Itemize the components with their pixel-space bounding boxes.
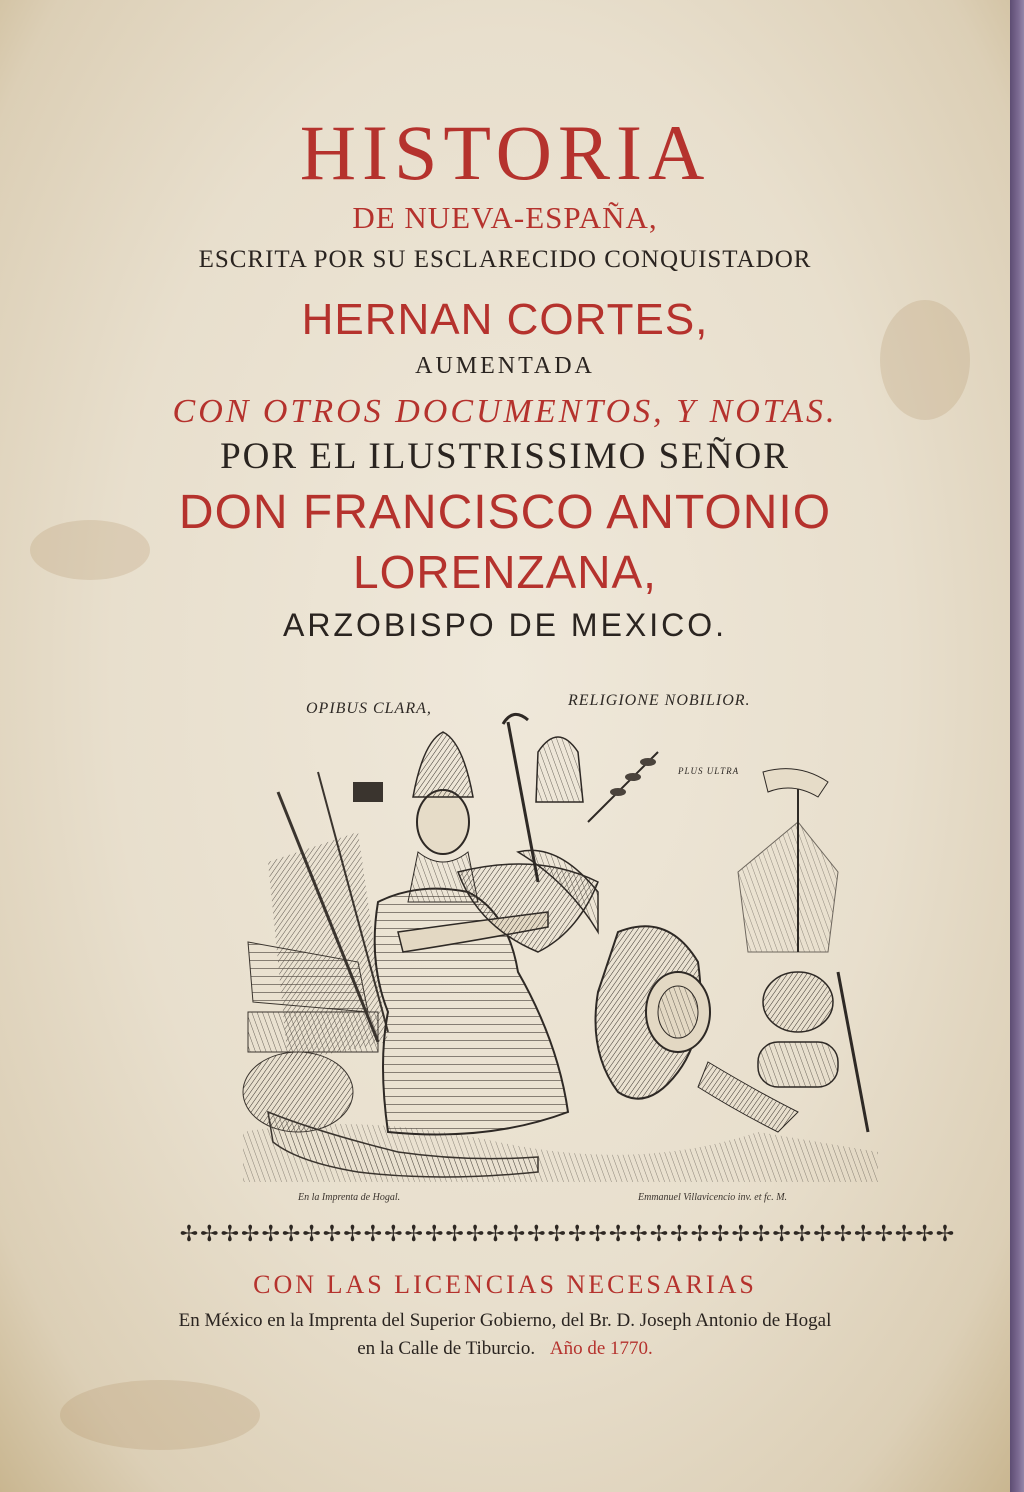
editor-title: ARZOBISPO DE MEXICO. xyxy=(282,607,728,643)
credit-engraver: Emmanuel Villavicencio inv. et fc. M. xyxy=(638,1192,788,1203)
allegory-engraving-icon xyxy=(238,712,888,1212)
page-edge xyxy=(1010,0,1024,1492)
credit-printer: En la Imprenta de Hogal. xyxy=(298,1192,401,1203)
author-name: HERNAN CORTES, xyxy=(301,295,709,344)
motto-right: RELIGIONE NOBILIOR. xyxy=(568,692,751,709)
ornament-divider: ✢✢✢✢✢✢✢✢✢✢✢✢✢✢✢✢✢✢✢✢✢✢✢✢✢✢✢✢✢✢✢✢✢✢✢✢✢✢ xyxy=(179,1222,957,1247)
motto-left: OPIBUS CLARA, xyxy=(306,700,432,717)
licenses-line: CON LAS LICENCIAS NECESARIAS xyxy=(253,1270,757,1299)
augmented-line: AUMENTADA xyxy=(415,353,595,379)
book-title: HISTORIA xyxy=(299,109,711,196)
printer-line: En México en la Imprenta del Superior Gobierno, del Br. D. Joseph Antonio de Hogal xyxy=(178,1310,832,1331)
written-by-line: ESCRITA POR SU ESCLARECIDO CONQUISTADOR xyxy=(198,246,812,273)
engraving-illustration xyxy=(238,692,888,1212)
editor-surname: LORENZANA, xyxy=(353,546,657,598)
stain xyxy=(60,1380,260,1450)
street-year-line xyxy=(0,1336,1010,1362)
book-subtitle: DE NUEVA-ESPAÑA, xyxy=(352,200,658,235)
street-line: en la Calle de Tiburcio. xyxy=(357,1338,536,1359)
by-lord-line: POR EL ILUSTRISSIMO SEÑOR xyxy=(220,436,790,477)
documents-line: CON OTROS DOCUMENTOS, Y NOTAS. xyxy=(172,393,838,430)
banner-text: PLUS ULTRA xyxy=(678,766,740,776)
year-line: Año de 1770. xyxy=(549,1338,653,1359)
editor-name: DON FRANCISCO ANTONIO xyxy=(178,486,832,539)
